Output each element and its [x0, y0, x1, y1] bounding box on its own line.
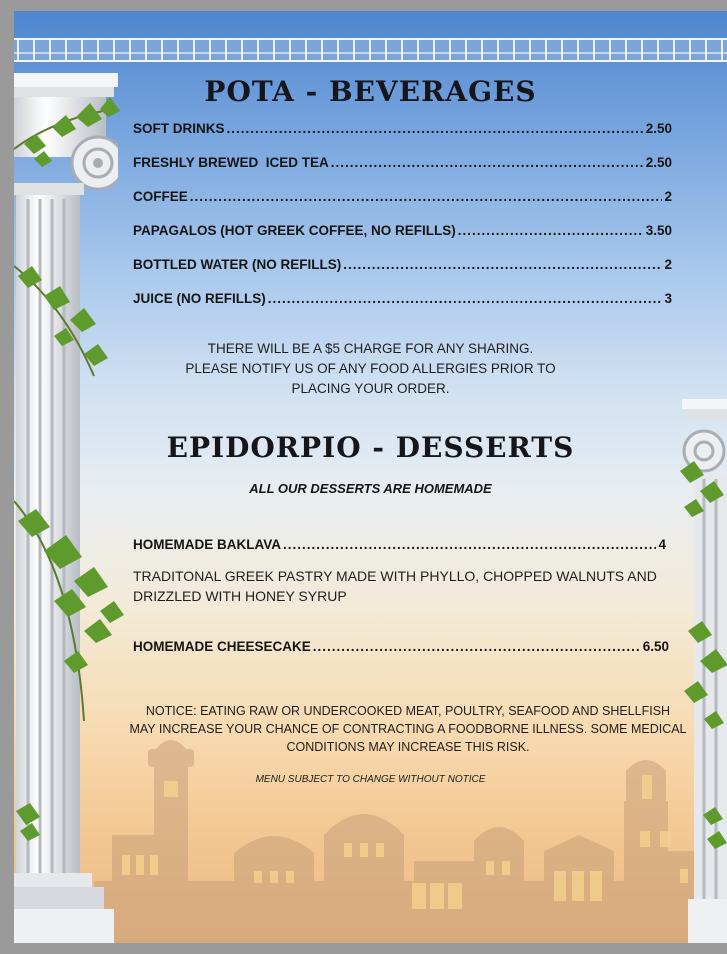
- item-name: FRESHLY BREWED ICED TEA: [133, 155, 329, 170]
- dot-leader: [331, 155, 644, 170]
- notice-line: CONDITIONS MAY INCREASE THIS RISK.: [286, 740, 530, 754]
- menu-item: [133, 189, 672, 204]
- item-name: SOFT DRINKS: [133, 121, 225, 136]
- item-name: COFFEE: [133, 189, 188, 204]
- dot-leader: [343, 257, 662, 272]
- item-price: 3.50: [645, 223, 672, 238]
- dot-leader: [458, 223, 644, 238]
- item-name: PAPAGALOS (HOT GREEK COFFEE, NO REFILLS): [133, 223, 456, 238]
- menu-item: [133, 121, 672, 136]
- item-price: 2.50: [645, 155, 672, 170]
- item-price: 4: [658, 537, 666, 552]
- dot-leader: [283, 537, 656, 552]
- dot-leader: [227, 121, 644, 136]
- item-price: 2: [664, 257, 672, 272]
- menu-item: [133, 223, 672, 238]
- ivy-vine-icon: [14, 491, 134, 731]
- item-name: HOMEMADE BAKLAVA: [133, 537, 281, 552]
- greek-town-skyline-icon: [94, 731, 727, 943]
- desserts-subtitle: ALL OUR DESSERTS ARE HOMEMADE: [249, 481, 492, 496]
- menu-item: [133, 537, 666, 552]
- item-name: JUICE (NO REFILLS): [133, 291, 266, 306]
- notice-line: PLEASE NOTIFY US OF ANY FOOD ALLERGIES PRIOR TO: [185, 361, 556, 376]
- menu-item: [133, 291, 672, 306]
- dot-leader: [268, 291, 663, 306]
- menu-item: [133, 257, 672, 272]
- item-name: HOMEMADE CHEESECAKE: [133, 639, 311, 654]
- greek-key-border: [14, 38, 727, 62]
- notice-line: MAY INCREASE YOUR CHANCE OF CONTRACTING A FOODBORNE ILLNESS. SOME MEDICAL: [129, 722, 687, 736]
- notice-line: THERE WILL BE A $5 CHARGE FOR ANY SHARING.: [207, 341, 534, 356]
- menu-item: [133, 155, 672, 170]
- ivy-vine-icon: [697, 801, 727, 861]
- desserts-title: EPIDORPIO - DESSERTS: [166, 431, 575, 464]
- dot-leader: [313, 639, 641, 654]
- foodborne-illness-notice: [124, 702, 692, 756]
- beverages-title: POTA - BEVERAGES: [204, 75, 537, 108]
- item-name: BOTTLED WATER (NO REFILLS): [133, 257, 342, 272]
- menu-change-note: MENU SUBJECT TO CHANGE WITHOUT NOTICE: [255, 774, 486, 785]
- menu-item: [133, 639, 669, 654]
- item-description: TRADITONAL GREEK PASTRY MADE WITH PHYLLO, CHOPPED WALNUTS AND DRIZZLED WITH HONEY SYRUP: [133, 568, 657, 604]
- notice-line: NOTICE: EATING RAW OR UNDERCOOKED MEAT, POULTRY, SEAFOOD AND SHELLFISH: [145, 704, 671, 718]
- item-price: 2: [664, 189, 672, 204]
- notice-line: PLACING YOUR ORDER.: [291, 381, 450, 396]
- item-price: 2.50: [645, 121, 672, 136]
- menu-page: [14, 11, 727, 943]
- ivy-vine-icon: [14, 801, 54, 851]
- item-price: 6.50: [642, 639, 669, 654]
- sharing-allergy-notice: [14, 339, 727, 399]
- dot-leader: [190, 189, 663, 204]
- item-price: 3: [664, 291, 672, 306]
